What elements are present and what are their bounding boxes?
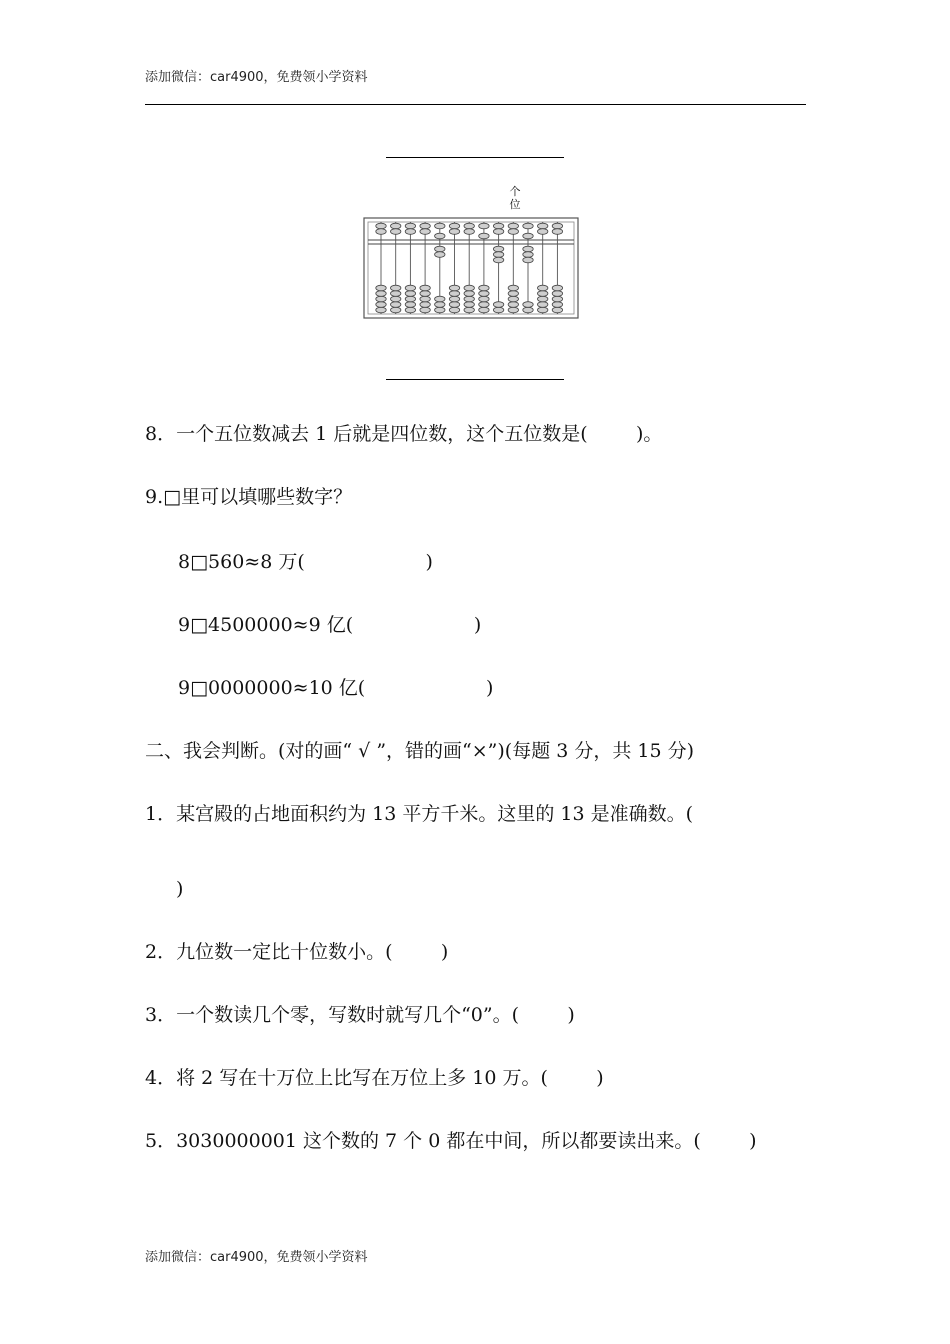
abacus-bead [464,223,474,229]
abacus-bead [552,307,562,313]
abacus-bead [538,291,548,297]
abacus-bead [493,223,503,229]
question-9-item: 9□0000000≈10 亿( ) [178,677,494,699]
abacus-bead [449,302,459,308]
abacus-bead [435,233,445,239]
judge-item: 2．九位数一定比十位数小。( ) [145,941,449,963]
abacus-drawing [360,183,585,323]
abacus-bead [493,257,503,263]
abacus-bead [376,302,386,308]
abacus-bead [449,291,459,297]
abacus-bead [508,296,518,302]
abacus-bead [479,285,489,291]
abacus-bead [405,296,415,302]
abacus-bead [405,291,415,297]
abacus-bead [508,291,518,297]
abacus-bead [376,296,386,302]
abacus-bead [449,307,459,313]
abacus-bead [376,229,386,235]
abacus-bead [376,307,386,313]
abacus-bead [523,257,533,263]
abacus-bead [538,302,548,308]
abacus-bead [405,307,415,313]
abacus-bead [493,229,503,235]
abacus-bead [552,223,562,229]
abacus-bead [523,252,533,258]
abacus-bead [420,285,430,291]
judge-item-continuation: ) [176,878,184,900]
abacus-bead [479,223,489,229]
judge-item: 4．将 2 写在十万位上比写在万位上多 10 万。( ) [145,1067,604,1089]
header-rule [145,104,806,105]
abacus-bead [420,223,430,229]
abacus-bead [391,302,401,308]
abacus-bead [523,223,533,229]
abacus-bead [493,252,503,258]
abacus-bead [479,307,489,313]
footer-watermark: 添加微信：car4900，免费领小学资料 [145,1250,368,1265]
abacus-bead [464,229,474,235]
abacus-bead [508,307,518,313]
abacus-bead [538,307,548,313]
question-8: 8．一个五位数减去 1 后就是四位数，这个五位数是( )。 [145,423,663,445]
abacus-bead [405,285,415,291]
abacus-bead [391,291,401,297]
abacus-bead [538,229,548,235]
abacus-bead [464,307,474,313]
abacus-bead [552,229,562,235]
abacus-bead [449,285,459,291]
abacus-bead [376,285,386,291]
question-9-item: 9□4500000≈9 亿( ) [178,614,482,636]
section-2-title: 二、我会判断。(对的画“ √ ”，错的画“×”)(每题 3 分，共 15 分) [145,740,695,762]
abacus-bead [523,302,533,308]
abacus-bead [420,296,430,302]
abacus-bead [508,223,518,229]
question-9-title: 9.□里可以填哪些数字？ [145,486,353,508]
abacus-bead [376,291,386,297]
abacus-bead [391,285,401,291]
judge-item: 5．3030000001 这个数的 7 个 0 都在中间，所以都要读出来。( ) [145,1130,757,1152]
abacus-bead [449,229,459,235]
abacus-bead [376,223,386,229]
abacus-bead [449,296,459,302]
abacus-bead [552,285,562,291]
abacus-bead [493,307,503,313]
judge-item: 1．某宫殿的占地面积约为 13 平方千米。这里的 13 是准确数。( [145,803,694,825]
abacus-bead [391,229,401,235]
abacus-bead [420,291,430,297]
abacus-bead [538,296,548,302]
abacus-bead [405,302,415,308]
abacus-bead [464,285,474,291]
header-watermark: 添加微信：car4900，免费领小学资料 [145,70,368,85]
abacus-bead [435,296,445,302]
abacus-bead [493,302,503,308]
abacus-bead [391,223,401,229]
abacus-bead [479,233,489,239]
abacus-bead [420,307,430,313]
answer-blank-top [386,157,564,158]
abacus-bead [464,302,474,308]
abacus-bead [523,233,533,239]
abacus-bead [464,291,474,297]
abacus-bead [508,285,518,291]
abacus-bead [435,223,445,229]
abacus-bead [405,223,415,229]
abacus-bead [538,223,548,229]
abacus-bead [435,252,445,258]
abacus-bead [523,307,533,313]
abacus-bead [493,246,503,252]
abacus-bead [449,223,459,229]
abacus-bead [552,296,562,302]
abacus-bead [552,291,562,297]
abacus-bead [523,246,533,252]
abacus-bead [479,302,489,308]
question-9-item: 8□560≈8 万( ) [178,551,433,573]
abacus-bead [420,229,430,235]
answer-blank-bottom [386,379,564,380]
abacus-figure [360,183,585,323]
abacus-bead [508,229,518,235]
abacus-bead [391,307,401,313]
abacus-place-label: 个 位 [509,185,521,211]
abacus-bead [435,307,445,313]
abacus-bead [464,296,474,302]
abacus-bead [552,302,562,308]
abacus-bead [508,302,518,308]
abacus-bead [538,285,548,291]
abacus-bead [435,246,445,252]
abacus-bead [479,291,489,297]
abacus-bead [420,302,430,308]
abacus-bead [435,302,445,308]
abacus-bead [479,296,489,302]
abacus-bead [405,229,415,235]
abacus-bead [391,296,401,302]
judge-item: 3．一个数读几个零，写数时就写几个“0”。( ) [145,1004,575,1026]
